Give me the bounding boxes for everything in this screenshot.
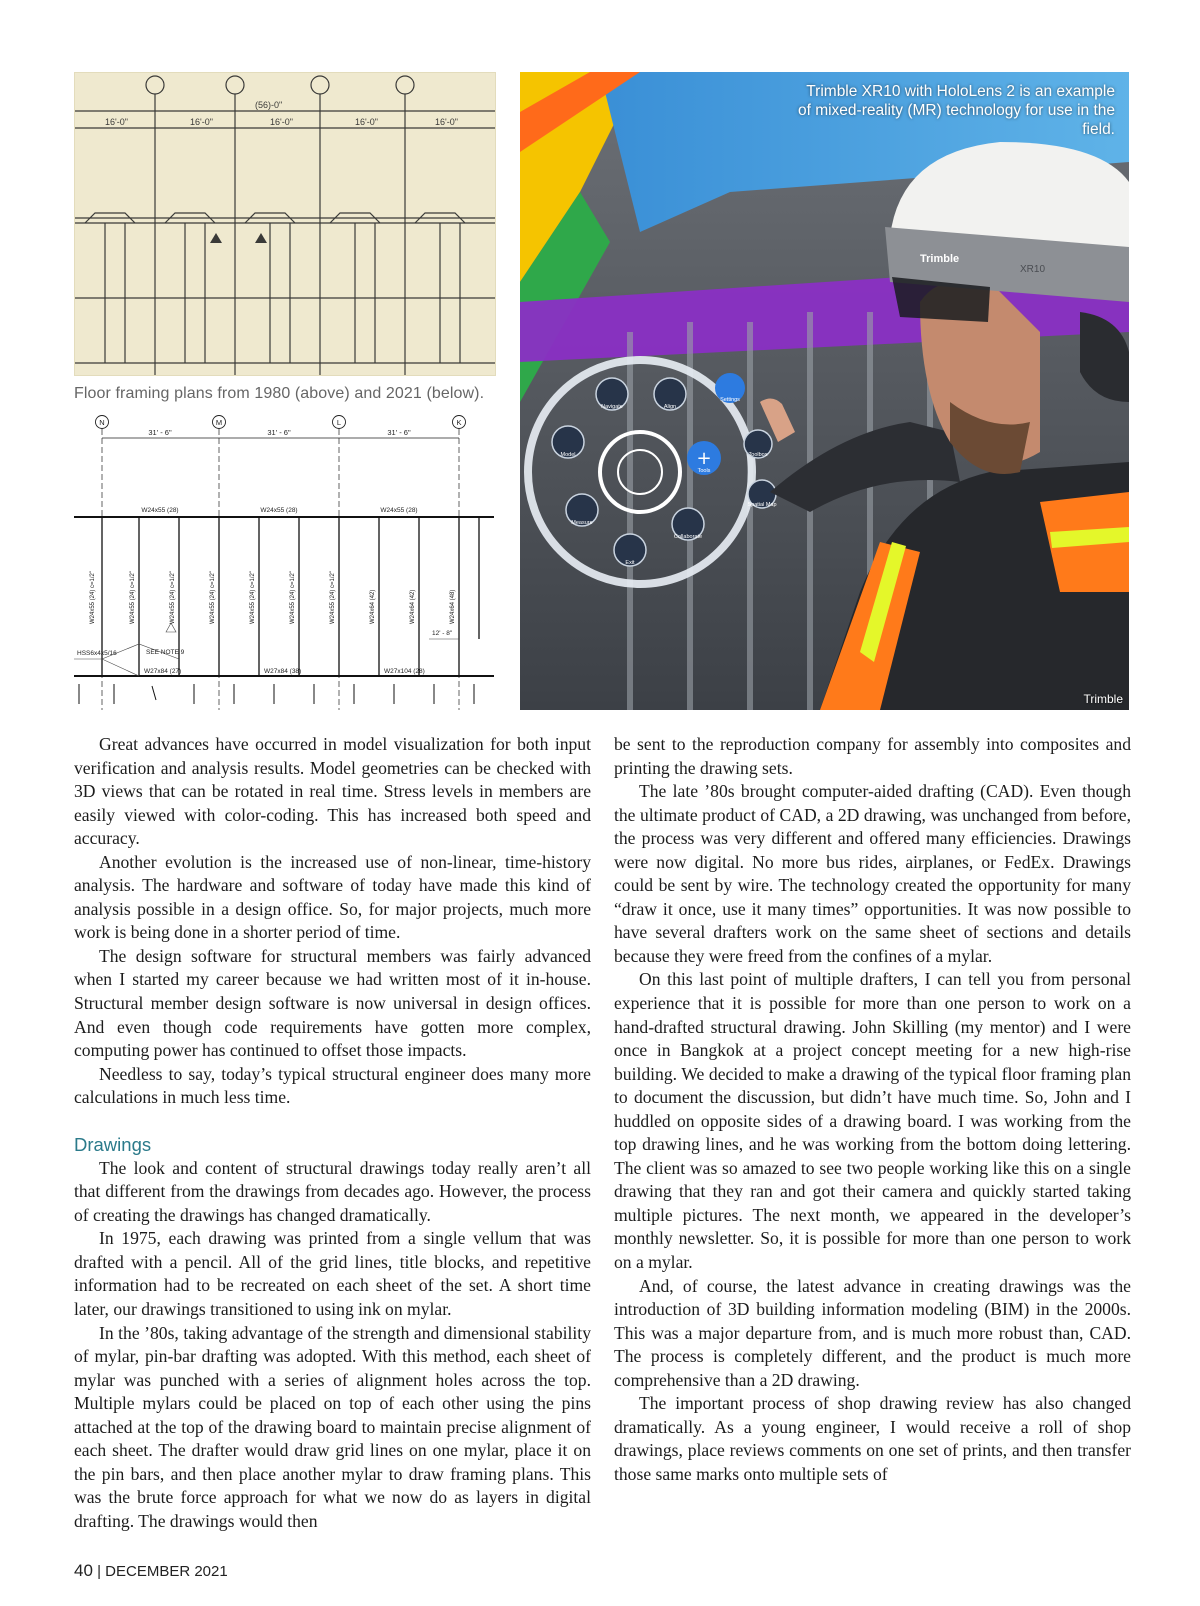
- menu-label: Exit: [625, 560, 635, 566]
- svg-text:W24x55 (24) c=1/2": W24x55 (24) c=1/2": [290, 571, 296, 624]
- svg-text:W24x64 (42): W24x64 (42): [410, 589, 416, 624]
- menu-label: Settings: [720, 397, 740, 403]
- svg-text:(56)-0": (56)-0": [255, 100, 283, 110]
- paragraph-continued: be sent to the reproduction company for assembly into composites and printing the drawing sets.: [614, 734, 1131, 778]
- svg-text:16'-0": 16'-0": [190, 117, 213, 127]
- svg-text:16'-0": 16'-0": [355, 117, 378, 127]
- svg-text:W24x64 (42): W24x64 (42): [370, 589, 376, 624]
- svg-text:+: +: [696, 448, 712, 469]
- svg-text:W24x55 (24) c=1/2": W24x55 (24) c=1/2": [90, 571, 96, 624]
- menu-label: Toolbox: [748, 452, 768, 458]
- paragraph: The look and content of structural drawings today really aren’t all that different from the drawings from decades ago. However, the process of creating the drawings has changed dramatically.: [74, 1157, 591, 1225]
- old-floor-plan-drawing: [75, 73, 495, 375]
- paragraph: Great advances have occurred in model visualization for both input verification and analysis results. Model geometries can be checked with 3D views that can be rotated in real time. Stress levels in members are easily viewed with color-coding. This has increased both speed and accuracy.: [74, 734, 591, 849]
- headset-brand: Trimble: [920, 253, 960, 265]
- photo-illustration: [520, 72, 1129, 710]
- svg-text:W24x55 (24) c=1/2": W24x55 (24) c=1/2": [130, 571, 136, 624]
- menu-label: Tools: [697, 468, 711, 474]
- paragraph: The important process of shop drawing review has also changed dramatically. As a young engineer, I would receive a roll of shop drawings, place reviews comments on one set of prints, and then transfer those same marks onto multiple sets of: [614, 1393, 1131, 1484]
- old-floor-plan-image: [74, 72, 496, 376]
- grid-label: M: [215, 418, 223, 427]
- figure-caption-floor-plans: Floor framing plans from 1980 (above) and 2021 (below).: [74, 385, 485, 402]
- menu-label: Navigate: [601, 404, 623, 410]
- issue-date: DECEMBER 2021: [105, 1563, 228, 1580]
- paragraph: Needless to say, today’s typical structural engineer does many more calculations in much less time.: [74, 1063, 591, 1108]
- article-column-right: [614, 733, 1131, 1487]
- beam-label-bottom: W27x84 (38): [264, 668, 302, 675]
- beam-label-bottom: W27x84 (27): [144, 668, 182, 675]
- grid-label: K: [456, 418, 462, 427]
- menu-label: Model: [560, 452, 576, 458]
- menu-label: Spatial Map: [747, 502, 777, 508]
- article-column-left: [74, 733, 591, 1534]
- paragraph: In the ’80s, taking advantage of the strength and dimensional stability of mylar, pin-bar drafting was adopted. With this method, each sheet of mylar was punched with a series of alignment holes across the top. Multiple mylars could be placed on top of each other using the pins attached at the top of the drawing board to maintain precise alignment of each sheet. The drafter would draw grid lines on one mylar, place it on the pin bars, and then place another mylar to draw framing plans. This was the brute force approach for what we now do as layers in digital drafting. The drawings would then: [74, 1322, 591, 1531]
- headset-model: XR10: [1020, 264, 1046, 275]
- svg-text:16'-0": 16'-0": [435, 117, 458, 127]
- paragraph: In 1975, each drawing was printed from a single vellum that was drafted with a pencil. All of the grid lines, title blocks, and repetitive information had to be recreated on each sheet of the set. A short time later, our drawings transitioned to using ink on mylar.: [74, 1228, 591, 1320]
- paragraph: The design software for structural members was fairly advanced when I started my career because we had written most of it in-house. Structural member design software is now universal in design offices. And even though code requirements have gotten more complex, computing power has continued to offset those impacts.: [74, 945, 591, 1061]
- menu-label: Measure: [571, 520, 593, 526]
- hss-label: HSS6x4x5/16: [77, 650, 117, 657]
- svg-text:W24x64 (48): W24x64 (48): [450, 589, 456, 624]
- section-heading-drawings: Drawings: [74, 1133, 152, 1155]
- photo-caption: Trimble XR10 with HoloLens 2 is an example of mixed-reality (MR) technology for use in the field.: [797, 83, 1115, 138]
- svg-text:16'-0": 16'-0": [105, 117, 128, 127]
- dim-small: 12' - 8": [432, 630, 453, 637]
- beam-label-bottom: W27x104 (28): [384, 668, 425, 675]
- svg-text:W24x55 (24) c=1/2": W24x55 (24) c=1/2": [210, 571, 216, 624]
- menu-label: Collaborate: [673, 534, 703, 540]
- svg-text:16'-0": 16'-0": [270, 117, 293, 127]
- dim-label: 31' - 6": [148, 428, 172, 437]
- beam-label: W24x55 (28): [141, 507, 179, 514]
- dim-label: 31' - 6": [267, 428, 291, 437]
- new-floor-plan-drawing: [74, 414, 494, 710]
- svg-text:W24x55 (24) c=1/2": W24x55 (24) c=1/2": [330, 571, 336, 624]
- paragraph: The late ’80s brought computer-aided drafting (CAD). Even though the ultimate product of CAD, a 2D drawing, was unchanged from before, the process was very different and offered many efficiencies. Drawings were now digital. No more bus rides, airplanes, or FedEx. Drawings could be sent by wire. The technology created the opportunity for many “draw it once, use it many times” opportunities. It was now possible to have several drafters work on the same sheet of sections and details because they were freed from the confines of a mylar.: [614, 781, 1131, 966]
- note-label: SEE NOTE 9: [146, 649, 185, 656]
- beam-label: W24x55 (28): [380, 507, 418, 514]
- footer-separator: |: [92, 1563, 106, 1580]
- menu-label: Align: [663, 404, 677, 410]
- paragraph: And, of course, the latest advance in creating drawings was the introduction of 3D building information modeling (BIM) in the 2000s. This was a major departure from, and is much more robust than, CAD. The process is completely different, and the product is much more comprehensive than a 2D drawing.: [614, 1275, 1131, 1390]
- page-footer: [74, 1561, 228, 1581]
- grid-label: L: [336, 418, 342, 427]
- paragraph: On this last point of multiple drafters, I can tell you from personal experience that it is possible for more than one person to work on a hand-drafted structural drawing. John Skilling (my mentor) and I were once in Bangkok at a project concept meeting for a new high-rise building. We decided to make a drawing of the typical floor framing plan to document the discussion, but didn’t have much time. So, John and I huddled on opposite sides of a drawing board. I was working from the top drawing lines, and he was working from the bottom doing lettering. The client was so amazed to see two people working like this on a single drawing that they ran and got their camera and quickly started taking multiple pictures. The next month, we appeared in the developer’s monthly newsletter. So, it is possible for more than one person to work on a mylar.: [614, 969, 1131, 1273]
- svg-text:W24x55 (24) c=1/2": W24x55 (24) c=1/2": [170, 571, 176, 624]
- dim-label: 31' - 6": [387, 428, 411, 437]
- mixed-reality-photo: [520, 72, 1129, 710]
- new-floor-plan-image: [74, 414, 494, 710]
- svg-text:W24x55 (24) c=1/2": W24x55 (24) c=1/2": [250, 571, 256, 624]
- beam-label: W24x55 (28): [260, 507, 298, 514]
- paragraph: Another evolution is the increased use of non-linear, time-history analysis. The hardware and software of today have made this kind of analysis possible in a design office. So, for major projects, much more work is being done in a shorter period of time.: [74, 851, 591, 943]
- photo-credit: Trimble: [1083, 692, 1123, 706]
- grid-label: N: [99, 418, 105, 427]
- page-number: 40: [74, 1561, 93, 1580]
